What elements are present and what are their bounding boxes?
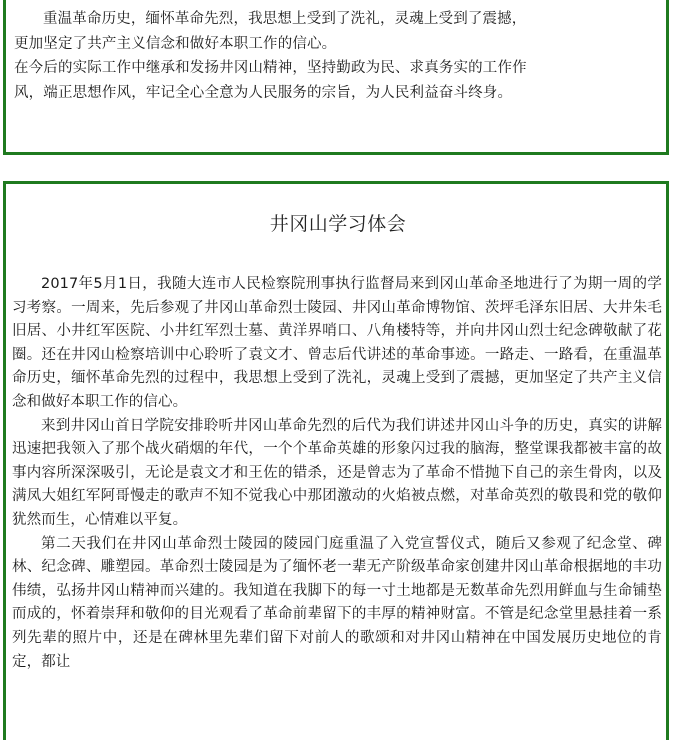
closing-paragraph-1: 重温革命历史，缅怀革命先烈，我思想上受到了洗礼，灵魂上受到了震撼，更加坚定了共产主义信念和做好本职工作的信心。 [14, 11, 527, 52]
article-card [3, 181, 669, 740]
closing-paragraph-2: 在今后的实际工作中继承和发扬井冈山精神，坚持勤政为民、求真务实的工作作风，端正思想作风，牢记全心全意为人民服务的宗旨，为人民利益奋斗终身。 [14, 60, 527, 101]
previous-article-text [14, 7, 538, 105]
article-title: 井冈山学习体会 [269, 213, 407, 235]
article-body [12, 273, 662, 674]
previous-article-card [3, 0, 669, 155]
article-paragraph-2: 来到井冈山首日学院安排聆听井冈山革命先烈的后代为我们讲述井冈山斗争的历史，真实的讲解迅速把我领入了那个战火硝烟的年代，一个个革命英雄的形象闪过我的脑海，整堂课我都被丰富的故事内容所深深吸引，无论是袁文才和王佐的错杀，还是曾志为了革命不惜抛下自己的亲生骨肉，以及满凤大姐红军阿哥慢走的歌声不知不觉我心中那团激动的火焰被点燃，对革命英烈的敬畏和党的敬仰犹然而生，心情难以平复。 [12, 417, 662, 528]
article-paragraph-3: 第二天我们在井冈山革命烈士陵园的陵园门庭重温了入党宣誓仪式，随后又参观了纪念堂、碑林、纪念碑、雕塑园。革命烈士陵园是为了缅怀老一辈无产阶级革命家创建井冈山革命根据地的丰功伟绩，弘扬井冈山精神而兴建的。我知道在我脚下的每一寸土地都是无数革命先烈用鲜血与生命铺垫而成的，怀着崇拜和敬仰的目光观看了革命前辈留下的丰厚的精神财富。不管是纪念堂里悬挂着一系列先辈的照片中，还是在碑林里先辈们留下对前人的歌颂和对井冈山精神在中国发展历史地位的肯定，都让 [12, 535, 662, 670]
article-paragraph-1: 2017年5月1日，我随大连市人民检察院刑事执行监督局来到冈山革命圣地进行了为期一周的学习考察。一周来，先后参观了井冈山革命烈士陵园、井冈山革命博物馆、茨坪毛泽东旧居、大井朱毛旧居、小井红军医院、小井红军烈士墓、黄洋界哨口、八角楼特等，并向井冈山烈士纪念碑敬献了花圈。还在井冈山检察培训中心聆听了袁文才、曾志后代讲述的革命事迹。一路走、一路看，在重温革命历史，缅怀革命先烈的过程中，我思想上受到了洗礼，灵魂上受到了震撼，更加坚定了共产主义信念和做好本职工作的信心。 [12, 276, 662, 410]
